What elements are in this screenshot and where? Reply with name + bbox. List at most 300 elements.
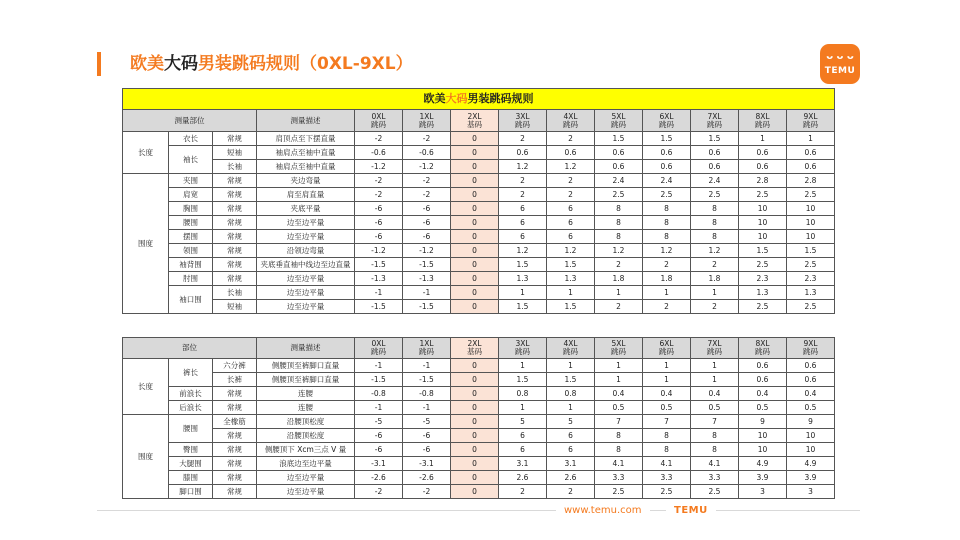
cell-value: 10	[787, 443, 835, 457]
header-size: 3XL 跳码	[499, 110, 547, 132]
table-row	[123, 272, 835, 286]
cell-value: 8	[691, 429, 739, 443]
cell-value: 8	[691, 230, 739, 244]
header-size: 9XL 跳码	[787, 338, 835, 359]
cell-value: 0	[451, 443, 499, 457]
cell-value: -6	[403, 230, 451, 244]
cell-value: 0.4	[739, 387, 787, 401]
cell-desc: 边至边平量	[257, 272, 355, 286]
cell-value: 6	[499, 443, 547, 457]
header-size: 4XL 跳码	[547, 110, 595, 132]
cell-value: 1.8	[643, 272, 691, 286]
cell-value: 0.5	[787, 401, 835, 415]
cell-type: 常规	[213, 443, 257, 457]
page-title: 欧美大码男装跳码规则（0XL-9XL）	[130, 54, 413, 74]
cell-value: 2.8	[739, 174, 787, 188]
cell-value: 8	[595, 216, 643, 230]
cell-desc: 袖肩点至袖中直量	[257, 146, 355, 160]
table-header-row	[123, 338, 835, 359]
group-length: 长度	[123, 132, 169, 174]
header-size: 9XL 跳码	[787, 110, 835, 132]
cell-desc: 连腰	[257, 401, 355, 415]
cell-value: -0.6	[355, 146, 403, 160]
cell-value: 0.4	[595, 387, 643, 401]
cell-value: -1.2	[403, 244, 451, 258]
cell-value: 0.4	[643, 387, 691, 401]
cell-value: 0	[451, 300, 499, 314]
group-length: 长度	[123, 359, 169, 415]
cell-value: -1.2	[403, 160, 451, 174]
cell-value: -2	[403, 132, 451, 146]
cell-value: 3.3	[595, 471, 643, 485]
cell-value: 6	[547, 443, 595, 457]
cell-value: 0.8	[547, 387, 595, 401]
cell-value: 3	[787, 485, 835, 499]
cell-value: 0	[451, 244, 499, 258]
cell-value: 1.2	[595, 244, 643, 258]
cell-desc: 浪底边至边平量	[257, 457, 355, 471]
cell-value: 1.2	[643, 244, 691, 258]
table-row	[123, 188, 835, 202]
cell-value: -5	[355, 415, 403, 429]
temu-smile-icon: ᴗ ᴗ ᴗ	[826, 51, 854, 62]
table-row	[123, 359, 835, 373]
cell-value: -6	[355, 202, 403, 216]
cell-value: 1.5	[547, 258, 595, 272]
cell-value: 0	[451, 415, 499, 429]
cell-value: 1.5	[787, 244, 835, 258]
cell-value: -6	[355, 443, 403, 457]
cell-value: 1.5	[595, 132, 643, 146]
table-row	[123, 429, 835, 443]
cell-value: 0	[451, 188, 499, 202]
cell-type: 常规	[213, 258, 257, 272]
cell-value: 0	[451, 216, 499, 230]
cell-value: 1.5	[499, 300, 547, 314]
header-size: 6XL 跳码	[643, 110, 691, 132]
cell-value: 2.5	[595, 188, 643, 202]
table-row	[123, 415, 835, 429]
cell-value: 0.5	[595, 401, 643, 415]
cell-type: 常规	[213, 132, 257, 146]
cell-value: 3.1	[499, 457, 547, 471]
cell-type: 常规	[213, 485, 257, 499]
cell-desc: 边至边平量	[257, 300, 355, 314]
cell-type: 长袖	[213, 160, 257, 174]
header-desc: 测量描述	[257, 338, 355, 359]
cell-part: 腰围	[169, 216, 213, 230]
cell-type: 常规	[213, 216, 257, 230]
cell-value: 3	[739, 485, 787, 499]
cell-desc: 肩顶点至下摆直量	[257, 132, 355, 146]
cell-value: 1	[643, 359, 691, 373]
cell-value: -0.6	[403, 146, 451, 160]
table-banner: 欧美大码男装跳码规则	[123, 89, 835, 110]
cell-part: 臀围	[169, 443, 213, 457]
part-cuff: 袖口围	[169, 286, 213, 314]
cell-type: 常规	[213, 471, 257, 485]
cell-value: 0	[451, 202, 499, 216]
header-size: 8XL 跳码	[739, 110, 787, 132]
cell-value: 1	[499, 359, 547, 373]
cell-desc: 袖肩点至袖中直量	[257, 160, 355, 174]
cell-value: -2	[355, 174, 403, 188]
cell-value: 1.5	[499, 373, 547, 387]
cell-type: 短袖	[213, 300, 257, 314]
cell-value: 2.3	[787, 272, 835, 286]
cell-value: 0.5	[643, 401, 691, 415]
cell-value: 1	[595, 359, 643, 373]
cell-value: 8	[691, 443, 739, 457]
cell-type: 常规	[213, 457, 257, 471]
cell-value: 2	[499, 188, 547, 202]
cell-value: 0	[451, 457, 499, 471]
cell-value: -1.3	[355, 272, 403, 286]
cell-value: 2.5	[787, 258, 835, 272]
table-row	[123, 202, 835, 216]
cell-value: 10	[739, 202, 787, 216]
cell-desc: 沿腰顶松度	[257, 429, 355, 443]
cell-value: -1.5	[355, 373, 403, 387]
cell-value: 1	[499, 401, 547, 415]
cell-part: 脚口围	[169, 485, 213, 499]
cell-value: 2	[595, 300, 643, 314]
cell-value: -1	[355, 401, 403, 415]
cell-value: 9	[739, 415, 787, 429]
header-part: 部位	[123, 338, 257, 359]
cell-value: -6	[355, 216, 403, 230]
cell-value: -2.6	[355, 471, 403, 485]
cell-value: -1	[355, 359, 403, 373]
cell-value: 1.2	[691, 244, 739, 258]
cell-value: 0	[451, 160, 499, 174]
cell-value: 4.1	[691, 457, 739, 471]
header-size: 2XL 基码	[451, 338, 499, 359]
cell-value: 8	[643, 230, 691, 244]
cell-value: 6	[499, 202, 547, 216]
cell-value: 0	[451, 429, 499, 443]
cell-value: 8	[595, 230, 643, 244]
cell-value: -2	[355, 188, 403, 202]
cell-value: 8	[595, 429, 643, 443]
cell-value: 3.9	[739, 471, 787, 485]
cell-part: 衣长	[169, 132, 213, 146]
cell-desc: 夹底平量	[257, 202, 355, 216]
cell-value: -6	[403, 216, 451, 230]
cell-value: 0.6	[499, 146, 547, 160]
cell-value: 0	[451, 373, 499, 387]
cell-value: 0.6	[787, 160, 835, 174]
cell-value: -1.2	[355, 244, 403, 258]
cell-value: 1.8	[595, 272, 643, 286]
cell-value: 1	[643, 286, 691, 300]
table-row	[123, 258, 835, 272]
table-row	[123, 457, 835, 471]
cell-value: 1.8	[691, 272, 739, 286]
cell-value: 0.6	[595, 146, 643, 160]
header-size: 0XL 跳码	[355, 110, 403, 132]
cell-value: -6	[355, 429, 403, 443]
cell-part: 胸围	[169, 202, 213, 216]
table-row	[123, 244, 835, 258]
header-size: 2XL 基码	[451, 110, 499, 132]
footer-brand: TEMU	[666, 504, 716, 518]
header-size: 1XL 跳码	[403, 338, 451, 359]
cell-value: 0	[451, 230, 499, 244]
cell-value: -1.2	[355, 160, 403, 174]
cell-value: 6	[547, 216, 595, 230]
cell-value: 1	[547, 359, 595, 373]
cell-value: 2	[595, 258, 643, 272]
table-row	[123, 174, 835, 188]
cell-value: 0	[451, 471, 499, 485]
cell-value: -2	[355, 132, 403, 146]
header-size: 0XL 跳码	[355, 338, 403, 359]
cell-value: 2.3	[739, 272, 787, 286]
table-row	[123, 387, 835, 401]
cell-value: -1.5	[403, 258, 451, 272]
table-row	[123, 443, 835, 457]
cell-value: 6	[547, 230, 595, 244]
cell-value: 2.5	[595, 485, 643, 499]
footer-divider	[97, 510, 860, 511]
cell-desc: 边至边平量	[257, 471, 355, 485]
cell-desc: 侧腰顶至裤脚口直量	[257, 373, 355, 387]
cell-value: 0.8	[499, 387, 547, 401]
logo-text: TEMU	[824, 66, 856, 76]
cell-value: -3.1	[355, 457, 403, 471]
cell-value: 1	[595, 286, 643, 300]
cell-value: 6	[547, 429, 595, 443]
cell-value: -1.5	[355, 300, 403, 314]
cell-value: 1	[691, 359, 739, 373]
cell-value: 2.5	[691, 188, 739, 202]
table-row	[123, 230, 835, 244]
cell-type: 常规	[213, 272, 257, 286]
cell-desc: 肩至肩直量	[257, 188, 355, 202]
cell-value: 1	[691, 286, 739, 300]
cell-value: -1.3	[403, 272, 451, 286]
cell-desc: 夹边弯量	[257, 174, 355, 188]
cell-desc: 边至边平量	[257, 216, 355, 230]
cell-value: 0	[451, 387, 499, 401]
cell-value: -6	[403, 443, 451, 457]
part-waist: 腰围	[169, 415, 213, 443]
cell-value: 2.5	[787, 300, 835, 314]
cell-value: -2	[403, 174, 451, 188]
cell-value: 10	[739, 230, 787, 244]
cell-value: 2	[499, 132, 547, 146]
table-row	[123, 300, 835, 314]
table-row	[123, 132, 835, 146]
cell-value: -1	[403, 401, 451, 415]
cell-type: 常规	[213, 174, 257, 188]
cell-value: -1.5	[355, 258, 403, 272]
cell-value: 2	[643, 300, 691, 314]
cell-value: 0	[451, 146, 499, 160]
cell-type: 常规	[213, 401, 257, 415]
cell-type: 常规	[213, 387, 257, 401]
cell-desc: 沿腰顶松度	[257, 415, 355, 429]
cell-value: 0.5	[691, 401, 739, 415]
cell-value: 2.4	[691, 174, 739, 188]
cell-value: 5	[499, 415, 547, 429]
cell-value: 0.6	[787, 146, 835, 160]
cell-value: 1.3	[547, 272, 595, 286]
cell-value: -6	[403, 202, 451, 216]
table-row	[123, 160, 835, 174]
header-part: 测量部位	[123, 110, 257, 132]
table-row	[123, 373, 835, 387]
cell-value: 2.5	[643, 485, 691, 499]
title-accent-bar	[97, 52, 101, 76]
cell-value: 0.5	[739, 401, 787, 415]
cell-value: 1.2	[499, 160, 547, 174]
cell-value: 2.5	[739, 300, 787, 314]
table-row	[123, 471, 835, 485]
cell-value: 2	[547, 485, 595, 499]
cell-value: 2	[691, 258, 739, 272]
cell-value: 4.1	[595, 457, 643, 471]
cell-value: 3.3	[691, 471, 739, 485]
table-row	[123, 485, 835, 499]
cell-value: 2.5	[739, 188, 787, 202]
cell-value: 0.4	[787, 387, 835, 401]
cell-value: 1.5	[499, 258, 547, 272]
cell-value: 8	[643, 443, 691, 457]
cell-part: 膝围	[169, 471, 213, 485]
cell-type: 长袖	[213, 286, 257, 300]
cell-value: 0	[451, 132, 499, 146]
cell-value: 0.6	[691, 160, 739, 174]
cell-value: 2.8	[787, 174, 835, 188]
cell-value: 0.6	[643, 146, 691, 160]
cell-value: -1.5	[403, 300, 451, 314]
cell-value: 0.6	[739, 373, 787, 387]
header-size: 1XL 跳码	[403, 110, 451, 132]
cell-part: 肩宽	[169, 188, 213, 202]
cell-value: 0.6	[547, 146, 595, 160]
cell-value: 0.4	[691, 387, 739, 401]
cell-value: 1	[499, 286, 547, 300]
table-banner-row	[123, 89, 835, 110]
cell-value: -6	[355, 230, 403, 244]
cell-value: 2.6	[547, 471, 595, 485]
header-size: 3XL 跳码	[499, 338, 547, 359]
cell-type: 长裤	[213, 373, 257, 387]
cell-value: 1.3	[739, 286, 787, 300]
cell-value: 1	[547, 286, 595, 300]
cell-value: 1.5	[691, 132, 739, 146]
lower-garment-grading-table	[122, 337, 835, 499]
cell-value: 6	[499, 429, 547, 443]
cell-type: 短袖	[213, 146, 257, 160]
cell-value: 2	[547, 188, 595, 202]
header-size: 8XL 跳码	[739, 338, 787, 359]
cell-value: 2.5	[691, 485, 739, 499]
cell-type: 常规	[213, 244, 257, 258]
cell-value: 1.5	[547, 300, 595, 314]
cell-part: 夹围	[169, 174, 213, 188]
cell-value: 4.1	[643, 457, 691, 471]
cell-value: 0.6	[787, 373, 835, 387]
cell-value: 8	[643, 202, 691, 216]
cell-value: 1.3	[787, 286, 835, 300]
cell-value: 8	[595, 443, 643, 457]
part-trouser: 裤长	[169, 359, 213, 387]
group-girth: 围度	[123, 174, 169, 314]
cell-desc: 夹底垂直袖中线边至边直量	[257, 258, 355, 272]
cell-value: 3.3	[643, 471, 691, 485]
cell-value: 6	[499, 216, 547, 230]
cell-value: 8	[595, 202, 643, 216]
cell-value: -5	[403, 415, 451, 429]
cell-value: 10	[787, 429, 835, 443]
header-size: 7XL 跳码	[691, 110, 739, 132]
header-desc: 测量描述	[257, 110, 355, 132]
cell-value: 0	[451, 286, 499, 300]
cell-value: 2	[547, 174, 595, 188]
cell-desc: 侧腰顶至裤脚口直量	[257, 359, 355, 373]
cell-part: 领围	[169, 244, 213, 258]
cell-part: 肘围	[169, 272, 213, 286]
cell-value: 10	[787, 230, 835, 244]
cell-value: 1.2	[547, 160, 595, 174]
cell-value: 1	[643, 373, 691, 387]
cell-value: 2.5	[643, 188, 691, 202]
cell-value: 1.2	[547, 244, 595, 258]
cell-value: 4.9	[739, 457, 787, 471]
header-size: 7XL 跳码	[691, 338, 739, 359]
cell-value: 0.6	[595, 160, 643, 174]
cell-value: 10	[787, 202, 835, 216]
cell-part: 大腿围	[169, 457, 213, 471]
cell-value: -2	[355, 485, 403, 499]
cell-value: -3.1	[403, 457, 451, 471]
cell-value: 2.5	[739, 258, 787, 272]
cell-value: 0	[451, 258, 499, 272]
cell-type: 全橡筋	[213, 415, 257, 429]
table-row	[123, 146, 835, 160]
cell-value: 7	[691, 415, 739, 429]
cell-desc: 边至边平量	[257, 485, 355, 499]
cell-value: 0.6	[643, 160, 691, 174]
temu-logo	[820, 44, 860, 84]
cell-value: -0.8	[403, 387, 451, 401]
header-size: 6XL 跳码	[643, 338, 691, 359]
cell-value: 2.4	[643, 174, 691, 188]
upper-garment-grading-table	[122, 88, 835, 314]
cell-value: 1.5	[547, 373, 595, 387]
cell-value: 10	[739, 216, 787, 230]
cell-value: 0	[451, 401, 499, 415]
cell-value: 0	[451, 485, 499, 499]
cell-type: 六分裤	[213, 359, 257, 373]
cell-value: 1	[787, 132, 835, 146]
cell-desc: 沿领边弯量	[257, 244, 355, 258]
cell-value: 0.6	[691, 146, 739, 160]
cell-value: -0.8	[355, 387, 403, 401]
cell-value: -6	[403, 429, 451, 443]
table-row	[123, 401, 835, 415]
cell-value: 7	[595, 415, 643, 429]
cell-part: 摆围	[169, 230, 213, 244]
cell-type: 常规	[213, 188, 257, 202]
cell-value: 2.5	[787, 188, 835, 202]
cell-value: 10	[787, 216, 835, 230]
table-row	[123, 216, 835, 230]
cell-value: 2	[643, 258, 691, 272]
